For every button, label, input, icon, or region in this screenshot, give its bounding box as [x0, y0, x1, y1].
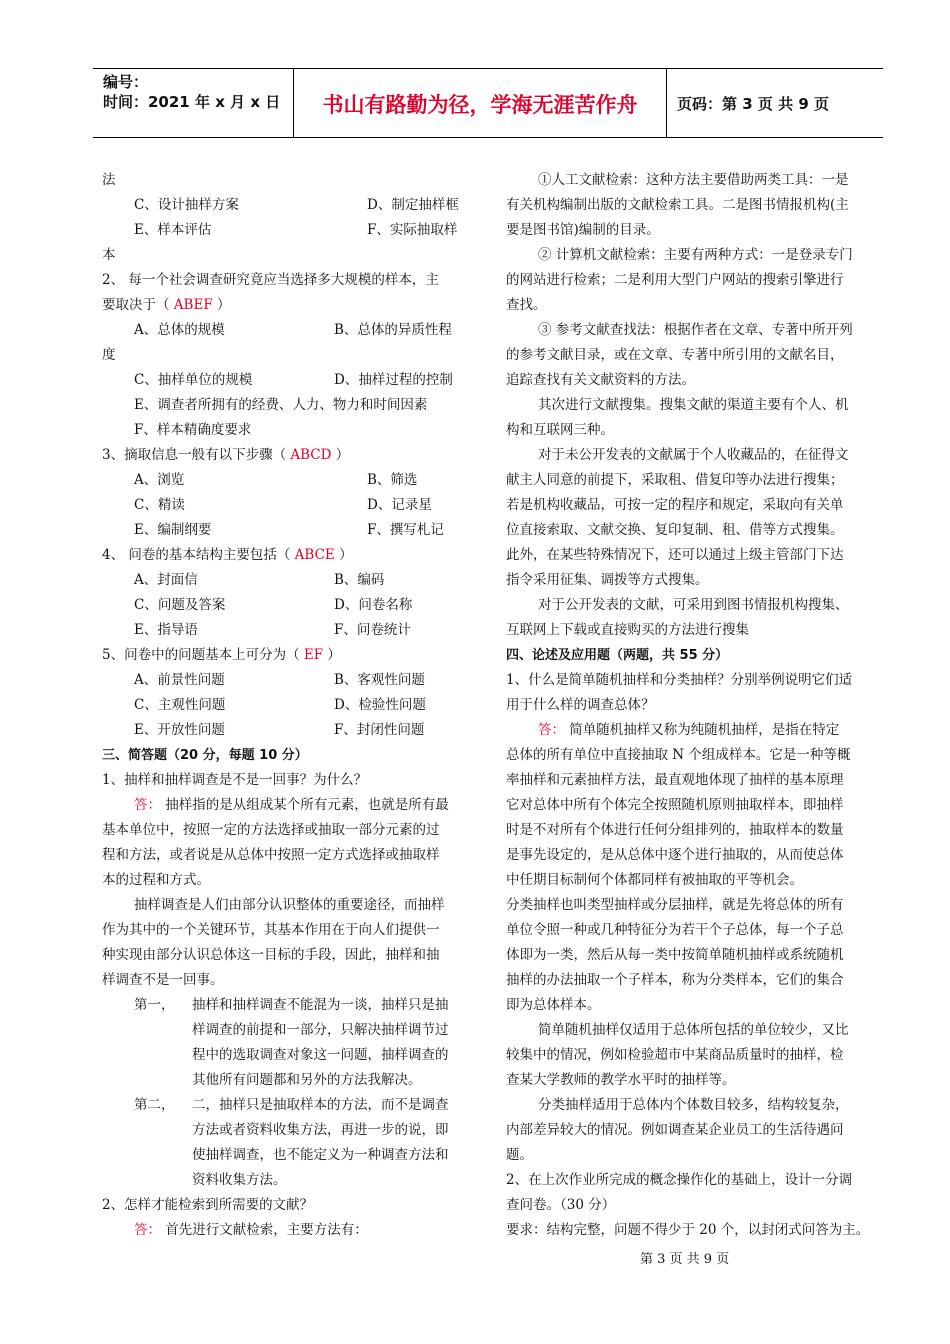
answer-label: 答： [538, 722, 565, 738]
answer-text: 首先进行文献检索，主要方法有： [161, 1222, 368, 1238]
option-row [102, 318, 474, 343]
answer-key: EF [299, 647, 328, 663]
question-stem: 用于什么样的调查总体？ [506, 697, 655, 713]
stem-text: 要取决于（ [102, 297, 170, 313]
list-item [102, 993, 474, 1018]
option-row [102, 718, 474, 743]
text-line: 对于未公开发表的文献属于个人收藏品的，在征得文 [538, 447, 849, 463]
option-e: E、调查者所拥有的经费、人力、物力和时间因素 [134, 397, 428, 413]
text-line: 分类抽样适用于总体内个体数目较多，结构较复杂， [538, 1097, 849, 1113]
text-line: 率抽样和元素抽样方法，最直观地体现了抽样的基本原理 [506, 772, 844, 788]
page-label: 页码：第 3 页 共 9 页 [677, 95, 829, 113]
text-line: 若是机构收藏品，可按一定的程序和规定，采取向有关单 [506, 497, 844, 513]
text-line: 总体的所有单位中直接抽取 N 个组成样本。它是一种等概 [506, 747, 851, 763]
question-stem: 1、抽样和抽样调查是不是一回事？为什么？ [102, 772, 368, 788]
text-line: 体即为一类，然后从每一类中按简单随机抽样或系统随机 [506, 947, 844, 963]
text-line: 其次进行文献搜集。搜集文献的渠道主要有个人、机 [538, 397, 849, 413]
text-line: 查找。 [506, 297, 547, 313]
text-line: 较集中的情况，例如检验超市中某商品质量时的抽样，检 [506, 1047, 844, 1063]
page-header [93, 68, 883, 138]
section-heading: 三、简答题（20 分，每题 10 分） [102, 748, 308, 763]
option-row [102, 468, 474, 493]
section-heading: 四、论述及应用题（两题，共 55 分） [506, 648, 729, 663]
answer-label: 答： [134, 1222, 161, 1238]
option-b: B、客观性问题 [334, 672, 425, 688]
option-f: F、问卷统计 [334, 622, 411, 638]
text-line: 简单随机抽样仅适用于总体所包括的单位较少，又比 [538, 1022, 849, 1038]
option-a: A、封面信 [134, 572, 198, 588]
question-stem: 查问卷。（30 分） [506, 1197, 616, 1213]
option-row [102, 493, 474, 518]
text-line: 种实现由部分认识总体这一目标的手段，因此，抽样和抽 [102, 947, 440, 963]
header-motto-cell [294, 69, 667, 137]
text-line: 度 [102, 347, 116, 363]
text-line: 抽样的办法抽取一个子样本，称为分类样本，它们的集合 [506, 972, 844, 988]
text-line: 有关机构编制出版的文献检索工具。二是图书情报机构(主 [506, 197, 849, 213]
option-f: F、样本精确度要求 [134, 422, 252, 438]
question-stem: 2、在上次作业所完成的概念操作化的基础上，设计一分调 [506, 1172, 853, 1188]
stem-text: ） [327, 647, 341, 663]
text-line: 本 [102, 247, 116, 263]
option-e: E、编制纲要 [134, 522, 212, 538]
text-line: 样调查不是一回事。 [102, 972, 224, 988]
option-c: C、问题及答案 [134, 597, 226, 613]
option-c: C、精读 [134, 497, 185, 513]
question-stem [102, 293, 474, 318]
text-line: 献主人同意的前提下，采取租、借复印等办法进行搜集； [506, 472, 844, 488]
option-a: A、浏览 [134, 472, 185, 488]
text-line: 法 [102, 172, 116, 188]
option-d: D、检验性问题 [334, 697, 426, 713]
text-line: 方法或者资料收集方法，再进一步的说，即 [192, 1122, 449, 1138]
option-b: B、总体的异质性程 [334, 322, 452, 338]
time-label: 时间：2021 年 x 月 x 日 [103, 93, 281, 111]
question-stem [102, 543, 474, 568]
option-c: C、设计抽样方案 [134, 197, 239, 213]
text-line: ③ 参考文献查找法：根据作者在文章、专著中所开列 [538, 322, 853, 338]
header-meta-cell [93, 69, 294, 137]
text-line: 要是图书馆)编制的目录。 [506, 222, 660, 238]
option-b: B、筛选 [367, 472, 418, 488]
page-footer: 第 3 页 共 9 页 [640, 1252, 730, 1267]
option-row [102, 593, 474, 618]
number-label: 编号： [103, 73, 149, 91]
text-line: 追踪查找有关文献资料的方法。 [506, 372, 695, 388]
option-e: E、样本评估 [134, 222, 212, 238]
option-row [102, 568, 474, 593]
text-line: 时是不对所有个体进行任何分组排列的，抽取样本的数量 [506, 822, 844, 838]
option-f: F、撰写札记 [367, 522, 444, 538]
option-b: B、编码 [334, 572, 385, 588]
motto: 书山有路勤为径，学海无涯苦作舟 [322, 93, 638, 117]
list-text: 抽样和抽样调查不能混为一谈，抽样只是抽 [192, 997, 449, 1013]
option-row [102, 668, 474, 693]
text-line: 基本单位中，按照一定的方法选择或抽取一部分元素的过 [102, 822, 440, 838]
option-c: C、主观性问题 [134, 697, 226, 713]
option-f: F、实际抽取样 [367, 222, 458, 238]
text-line: 样调查的前提和一部分，只解决抽样调节过 [192, 1022, 449, 1038]
text-line: 抽样调查是人们由部分认识整体的重要途径，而抽样 [134, 897, 445, 913]
option-row [102, 368, 474, 393]
option-d: D、制定抽样框 [367, 197, 459, 213]
text-line: 的参考文献目录，或在文章、专著中所引用的文献名目， [506, 347, 844, 363]
requirement-text: 要求：结构完整，问题不得少于 20 个，以封闭式问答为主。 [506, 1222, 870, 1238]
text-line: 对于公开发表的文献，可采用到图书情报机构搜集、 [538, 597, 849, 613]
text-line: 单位令照一种或几种特征分为若干个子总体，每一个子总 [506, 922, 844, 938]
question-stem [102, 443, 474, 468]
text-line: 资料收集方法。 [192, 1172, 287, 1188]
question-stem [102, 643, 474, 668]
answer-line [102, 1218, 474, 1243]
text-line: 指令采用征集、调拨等方式搜集。 [506, 572, 709, 588]
option-row [102, 693, 474, 718]
text-line: 内部差异较大的情况。例如调查某企业员工的生活待遇问 [506, 1122, 844, 1138]
option-c: C、抽样单位的规模 [134, 372, 253, 388]
stem-text: 5、问卷中的问题基本上可分为（ [102, 647, 300, 663]
option-a: A、前景性问题 [134, 672, 225, 688]
option-d: D、问卷名称 [334, 597, 413, 613]
text-line: 即为总体样本。 [506, 997, 601, 1013]
option-e: E、开放性问题 [134, 722, 225, 738]
right-column [506, 168, 878, 1243]
text-line: 作为其中的一个关键环节，其基本作用在于向人们提供一 [102, 922, 440, 938]
text-line: 位直接索取、文献交换、复印复制、租、借等方式搜集。 [506, 522, 844, 538]
text-line: 其他所有问题都和另外的方法我解决。 [192, 1072, 422, 1088]
left-column [102, 168, 474, 1243]
list-label: 第二， [134, 1097, 175, 1113]
answer-line [506, 718, 878, 743]
stem-text: 4、 问卷的基本结构主要包括（ [102, 547, 291, 563]
option-row [102, 618, 474, 643]
text-line: 的网站进行检索；二是利用大型门户网站的搜索引擎进行 [506, 272, 844, 288]
stem-text: ） [339, 547, 353, 563]
answer-line [102, 793, 474, 818]
option-row [102, 218, 474, 243]
list-item [102, 1093, 474, 1118]
text-line: 本的过程和方式。 [102, 872, 210, 888]
option-e: E、指导语 [134, 622, 198, 638]
answer-key: ABCE [290, 547, 340, 563]
text-line: 是事先设定的，是从总体中逐个进行抽取的，从而使总体 [506, 847, 844, 863]
text-line: 查某大学教师的教学水平时的抽样等。 [506, 1072, 736, 1088]
stem-text: ） [216, 297, 231, 313]
stem-text: 3、摘取信息一般有以下步骤（ [102, 447, 287, 463]
text-line: 此外，在某些特殊情况下，还可以通过上级主管部门下达 [506, 547, 844, 563]
answer-key: ABCD [286, 447, 336, 463]
option-f: F、封闭性问题 [334, 722, 425, 738]
option-d: D、抽样过程的控制 [334, 372, 453, 388]
option-row [102, 193, 474, 218]
option-d: D、记录星 [367, 497, 432, 513]
text-line: 程中的选取调查对象这一问题，抽样调查的 [192, 1047, 449, 1063]
list-text: 二，抽样只是抽取样本的方法，而不是调查 [192, 1097, 449, 1113]
answer-label: 答： [134, 797, 161, 813]
question-stem: 1、什么是简单随机抽样和分类抽样？分别举例说明它们适 [506, 672, 853, 688]
text-line: 使抽样调查，也不能定义为一种调查方法和 [192, 1147, 449, 1163]
text-line: 题。 [506, 1147, 533, 1163]
option-a: A、总体的规模 [134, 322, 225, 338]
list-label: 第一， [134, 997, 175, 1013]
text-line: ①人工文献检索：这种方法主要借助两类工具：一是 [538, 172, 849, 188]
answer-text: 抽样指的是从组成某个所有元素，也就是所有最 [161, 797, 449, 813]
question-stem: 2、怎样才能检索到所需要的文献？ [102, 1197, 314, 1213]
answer-key: ABEF [169, 297, 217, 313]
text-line: 中任期目标制何个体都同样有被抽取的平等机会。 [506, 872, 803, 888]
text-line: 构和互联网三种。 [506, 422, 614, 438]
question-stem: 2、 每一个社会调查研究竟应当选择多大规模的样本，主 [102, 272, 439, 288]
text-line: ② 计算机文献检索：主要有两种方式：一是登录专门 [538, 247, 853, 263]
header-page-cell [667, 69, 883, 137]
text-line: 互联网上下载或直接购买的方法进行搜集 [506, 622, 749, 638]
text-line: 它对总体中所有个体完全按照随机原则抽取样本，即抽样 [506, 797, 844, 813]
text-line: 分类抽样也叫类型抽样或分层抽样，就是先将总体的所有 [506, 897, 844, 913]
answer-text: 简单随机抽样又称为纯随机抽样，是指在特定 [565, 722, 840, 738]
option-row [102, 518, 474, 543]
stem-text: ） [335, 447, 350, 463]
text-line: 程和方法，或者说是从总体中按照一定方式选择或抽取样 [102, 847, 440, 863]
